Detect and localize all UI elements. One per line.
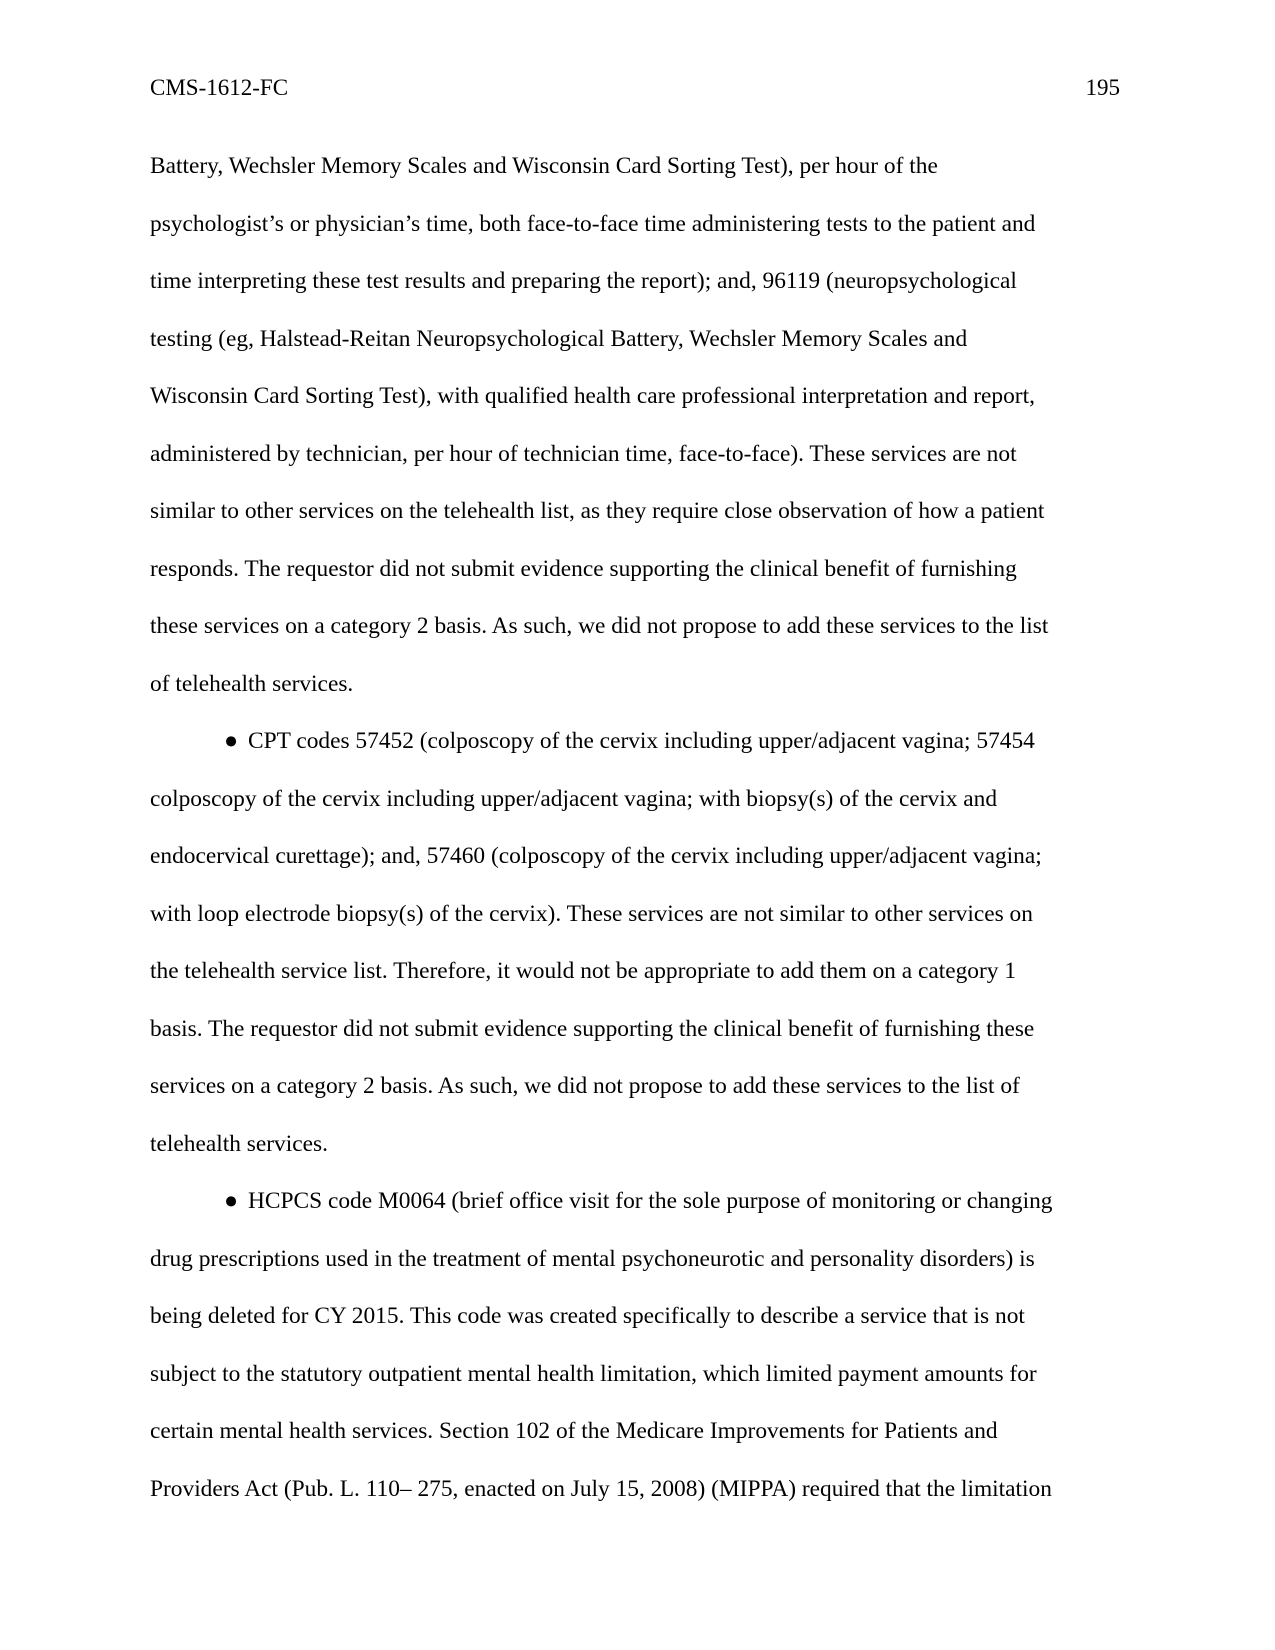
- text-line: psychologist’s or physician’s time, both face-to-face time administering tests to the patient and: [150, 210, 1036, 237]
- text-line: responds. The requestor did not submit evidence supporting the clinical benefit of furnishing: [150, 555, 1017, 582]
- text-line: drug prescriptions used in the treatment of mental psychoneurotic and personality disorders) is: [150, 1245, 1035, 1272]
- text-line: colposcopy of the cervix including upper/adjacent vagina; with biopsy(s) of the cervix and: [150, 785, 998, 812]
- bullet-icon: ●: [224, 1188, 239, 1214]
- text-line: endocervical curettage); and, 57460 (colposcopy of the cervix including upper/adjacent vagina;: [150, 843, 1042, 869]
- text-line: similar to other services on the telehealth list, as they require close observation of how a patient: [150, 498, 1045, 524]
- bullet-icon: ●: [224, 728, 239, 754]
- text-line: testing (eg, Halstead-Reitan Neuropsychological Battery, Wechsler Memory Scales and: [150, 325, 968, 352]
- text-line: subject to the statutory outpatient mental health limitation, which limited payment amounts for: [150, 1360, 1037, 1387]
- text-line: being deleted for CY 2015. This code was created specifically to describe a service that is not: [150, 1303, 1025, 1329]
- page-header: [150, 72, 1120, 104]
- text-line: of telehealth services.: [150, 670, 354, 697]
- text-line: administered by technician, per hour of technician time, face-to-face). These services are not: [150, 440, 1017, 467]
- body-text: [150, 138, 1125, 1518]
- text-line: basis. The requestor did not submit evidence supporting the clinical benefit of furnishing these: [150, 1015, 1035, 1042]
- bullet-item-hcpcs-code: [150, 1173, 1125, 1231]
- text-line: services on a category 2 basis. As such, we did not propose to add these services to the list of: [150, 1073, 1020, 1099]
- page-number: 195: [1085, 75, 1120, 100]
- bullet-item-cpt-codes: [150, 713, 1125, 771]
- bullet-text: CPT codes 57452 (colposcopy of the cervix including upper/adjacent vagina; 57454: [248, 728, 1035, 754]
- text-line: certain mental health services. Section 102 of the Medicare Improvements for Patients and: [150, 1418, 998, 1444]
- text-line: Providers Act (Pub. L. 110– 275, enacted on July 15, 2008) (MIPPA) required that the limitation: [150, 1475, 1052, 1502]
- document-id: CMS-1612-FC: [150, 75, 289, 100]
- text-line: telehealth services.: [150, 1130, 328, 1157]
- text-line: with loop electrode biopsy(s) of the cervix). These services are not similar to other services on: [150, 900, 1033, 927]
- text-line: time interpreting these test results and preparing the report); and, 96119 (neuropsychological: [150, 268, 1017, 294]
- text-line: the telehealth service list. Therefore, it would not be appropriate to add them on a category 1: [150, 958, 1017, 984]
- text-line: these services on a category 2 basis. As such, we did not propose to add these services to the list: [150, 613, 1049, 639]
- bullet-text: HCPCS code M0064 (brief office visit for the sole purpose of monitoring or changing: [248, 1188, 1053, 1214]
- text-line: Wisconsin Card Sorting Test), with qualified health care professional interpretation and report,: [150, 383, 1035, 409]
- text-line: Battery, Wechsler Memory Scales and Wisconsin Card Sorting Test), per hour of the: [150, 153, 938, 179]
